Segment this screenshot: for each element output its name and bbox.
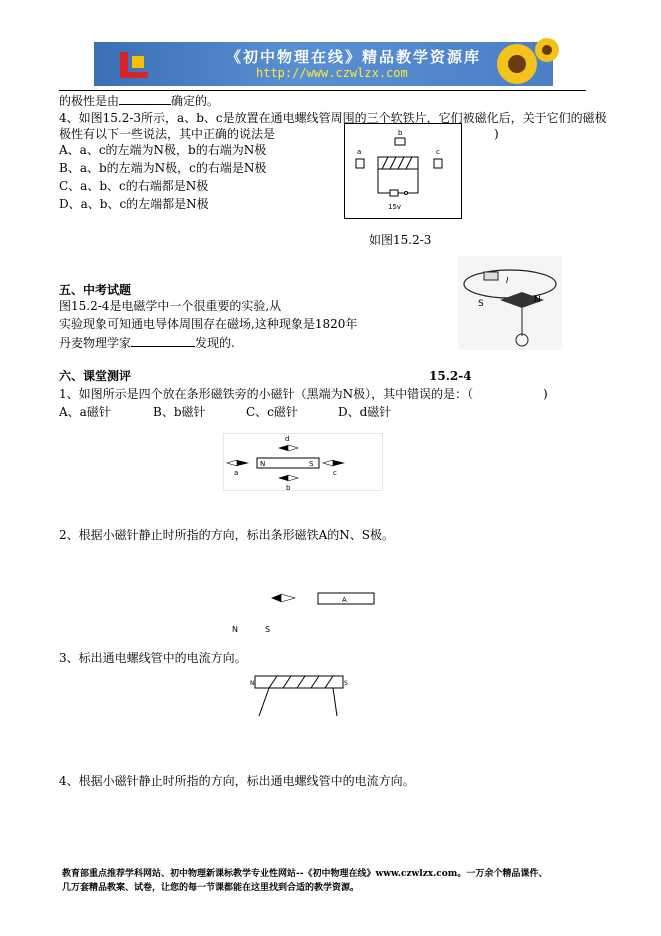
s6-q1-option-b: B、b磁针 <box>153 405 206 419</box>
magnet-a-figure <box>232 589 378 637</box>
svg-text:d: d <box>285 435 290 443</box>
battery-icon <box>484 272 498 280</box>
q4-paren: ) <box>494 127 499 141</box>
svg-text:N: N <box>260 460 266 468</box>
s6-q1-option-a: A、a磁针 <box>59 405 111 419</box>
switch-symbol <box>405 192 408 195</box>
svg-text:c: c <box>333 469 337 477</box>
figure-15-2-3 <box>344 123 462 219</box>
s6-q3: 3、标出通电螺线管中的电流方向。 <box>59 651 247 665</box>
q4-line1: 4、如图15.2-3所示，a、b、c是放置在通电螺线管周围的三个软铁片，它们被磁化后，关于它们的磁极 <box>59 111 607 125</box>
footer-line-2: 几万套精品教案、试卷，让您的每一节课都能在这里找到合适的教学资源。 <box>62 883 360 893</box>
lead-wire-left <box>259 688 269 716</box>
s5-blank[interactable] <box>131 335 195 347</box>
svg-text:15v: 15v <box>388 203 402 211</box>
banner-url: http://www.czwlzx.com <box>256 66 408 80</box>
s6-q1: 1、如图所示是四个放在条形磁铁旁的小磁针（黑端为N极），其中错误的是：（ <box>59 387 474 401</box>
svg-text:S: S <box>344 680 348 687</box>
section-6-heading: 六、课堂测评 <box>59 369 132 383</box>
svg-text:S: S <box>265 625 271 634</box>
svg-text:a: a <box>234 469 239 477</box>
s5-line2: 实验现象可知通电导体周围存在磁场,这种现象是1820年 <box>59 317 358 331</box>
header-divider <box>59 90 586 91</box>
footer-line-1: 教育部重点推荐学科网站、初中物理新课标教学专业性网站--《初中物理在线》www.czwlzx.com。一万余个精品课件、 <box>62 869 548 879</box>
svg-text:b: b <box>286 484 291 492</box>
s6-q1-option-c: C、c磁针 <box>246 405 298 419</box>
svg-text:b: b <box>398 129 403 137</box>
svg-text:S: S <box>309 460 314 468</box>
compass-needle-south <box>281 594 295 602</box>
needle-b <box>278 475 298 481</box>
s6-q1-option-d: D、d磁针 <box>338 405 392 419</box>
battery-symbol <box>390 190 398 196</box>
svg-text:a: a <box>357 148 362 156</box>
iron-piece-b <box>395 138 405 145</box>
svg-text:c: c <box>436 148 440 156</box>
q4-option-a: A、a、c的左端为N极，b的右端为N极 <box>59 143 267 157</box>
s5-line1: 图15.2-4是电磁学中一个很重要的实验,从 <box>59 299 282 313</box>
svg-text:N: N <box>250 680 255 687</box>
needle-a <box>227 460 249 466</box>
sunflower-image <box>489 38 559 90</box>
s6-q4: 4、根据小磁针静止时所指的方向，标出通电螺线管中的电流方向。 <box>59 774 415 788</box>
svg-text:N: N <box>232 625 238 634</box>
iron-piece-c <box>434 159 442 168</box>
q4-option-c: C、a、b、c的右端都是N极 <box>59 179 209 193</box>
svg-text:A: A <box>342 596 347 604</box>
lead-wire-right <box>333 688 337 716</box>
banner-title: 《初中物理在线》精品教学资源库 <box>226 48 482 66</box>
needle-c <box>323 460 345 466</box>
q4-option-b: B、a、b的左端为N极，c的右端是N极 <box>59 161 267 175</box>
bar-magnet-needles-figure <box>223 433 383 491</box>
section-5-heading: 五、中考试题 <box>59 283 132 297</box>
s6-q1-paren: ) <box>543 387 548 401</box>
solenoid-figure <box>249 672 353 720</box>
oersted-experiment-figure <box>458 256 562 350</box>
svg-text:N: N <box>534 295 541 305</box>
site-logo <box>114 46 154 82</box>
s5-line3: 丹麦物理学家 发现的. <box>59 336 235 350</box>
q3-text: 的极性是由 确定的。 <box>59 94 220 108</box>
iron-piece-a <box>356 159 364 168</box>
header-banner <box>94 42 553 86</box>
figure-15-2-3-caption: 如图15.2-3 <box>369 233 432 247</box>
page-footer <box>62 867 547 895</box>
q4-line2: 极性有以下一些说法，其中正确的说法是 <box>59 127 276 141</box>
solenoid-core <box>255 676 343 688</box>
svg-text:S: S <box>478 299 484 309</box>
section-6-figure-label: 15.2-4 <box>429 369 472 383</box>
needle-d <box>278 445 298 451</box>
q3-blank[interactable] <box>119 93 171 105</box>
s6-q2: 2、根据小磁针静止时所指的方向，标出条形磁铁A的N、S极。 <box>59 528 395 542</box>
svg-text:I: I <box>506 276 509 285</box>
compass-needle-north <box>271 594 281 602</box>
q4-option-d: D、a、b、c的左端都是N极 <box>59 197 209 211</box>
